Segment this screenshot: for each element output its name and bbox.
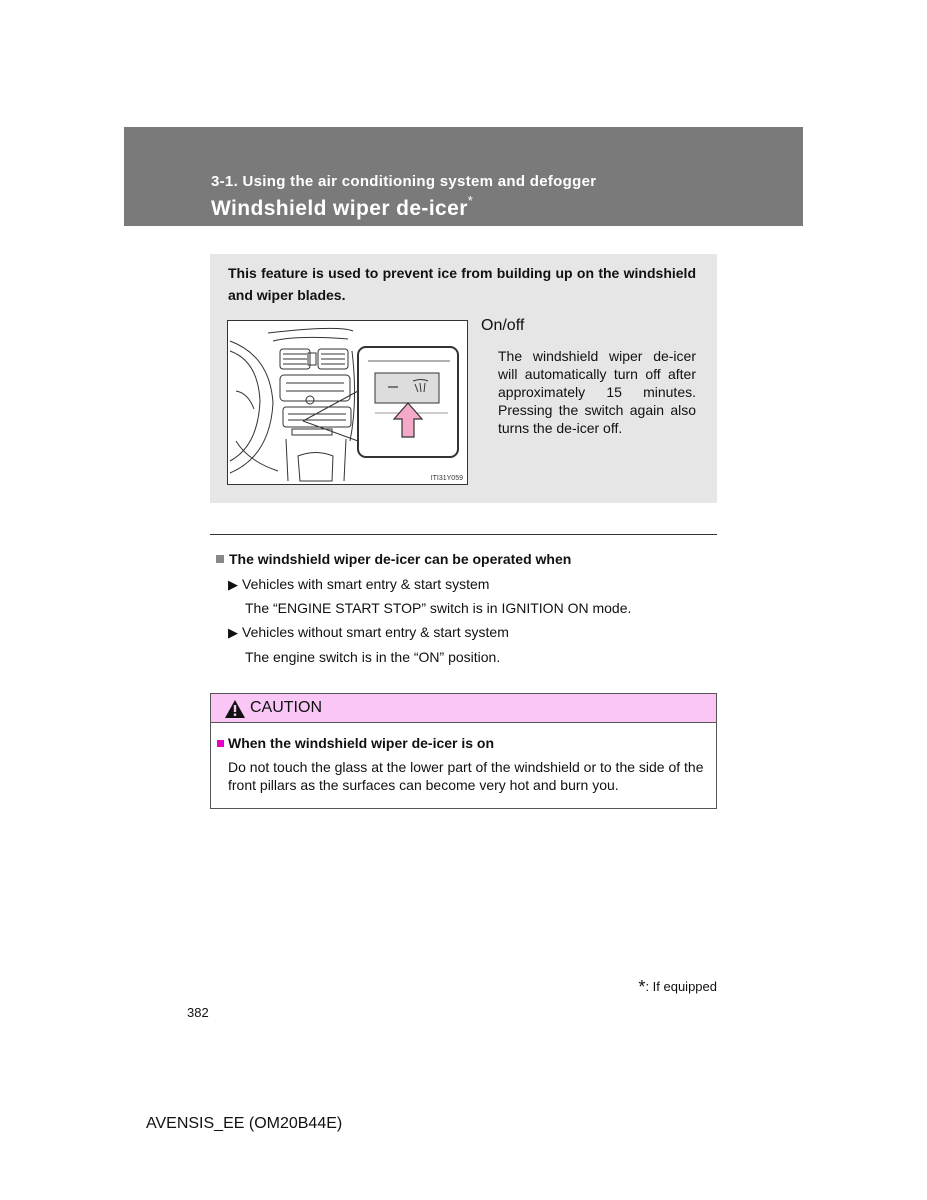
section-label: 3-1. Using the air conditioning system and defogger [211,173,597,190]
dashboard-illustration [227,320,468,485]
dashboard-drawing [228,321,469,486]
conditions-heading [216,551,571,567]
footnote-text: : If equipped [645,979,717,994]
triangle-bullet-icon: ▶ [228,625,238,640]
condition-item [228,576,489,593]
intro-text: This feature is used to prevent ice from building up on the windshield and wiper blades. [228,265,696,303]
condition-item [228,624,509,641]
triangle-bullet-icon: ▶ [228,577,238,592]
caution-header [211,694,716,723]
pink-square-marker [217,740,224,747]
deicer-switch [375,373,439,403]
divider [210,534,717,535]
steering-wheel-arc [230,351,260,461]
page-title-text: Windshield wiper de-icer [211,197,468,220]
document-code: AVENSIS_EE (OM20B44E) [146,1115,343,1132]
condition-label: Vehicles without smart entry & start system [242,624,509,640]
footnote-mark: * [638,977,646,997]
audio-panel [280,375,350,401]
climate-panel [283,407,351,427]
gray-square-marker [216,555,224,563]
condition-label: Vehicles with smart entry & start system [242,576,490,592]
caution-subheading-text: When the windshield wiper de-icer is on [228,735,495,751]
steering-wheel-outer [230,341,273,473]
caution-subheading [217,735,494,751]
conditions-heading-text: The windshield wiper de-icer can be operated when [229,551,572,567]
footnote [638,977,717,998]
page-title [211,195,473,221]
condition-detail: The engine switch is in the “ON” position. [245,649,501,665]
caution-body: Do not touch the glass at the lower part of the windshield or to the side of the front pillars as the surfaces can become very hot and burn you. [228,759,704,793]
figure-code: ITI31Y059 [430,475,463,482]
if-equipped-mark: * [467,193,474,208]
page-number: 382 [187,1005,209,1020]
gear-console [298,453,333,482]
caution-title: CAUTION [250,699,322,716]
warning-icon [225,700,245,718]
caution-box [210,693,717,809]
onoff-text: The windshield wiper de-icer will automatically turn off after approximately 15 minutes. Pressing the switch again also turns the de-icer off. [498,348,696,436]
onoff-heading: On/off [481,317,525,334]
condition-detail: The “ENGINE START STOP” switch is in IGNITION ON mode. [245,600,632,616]
